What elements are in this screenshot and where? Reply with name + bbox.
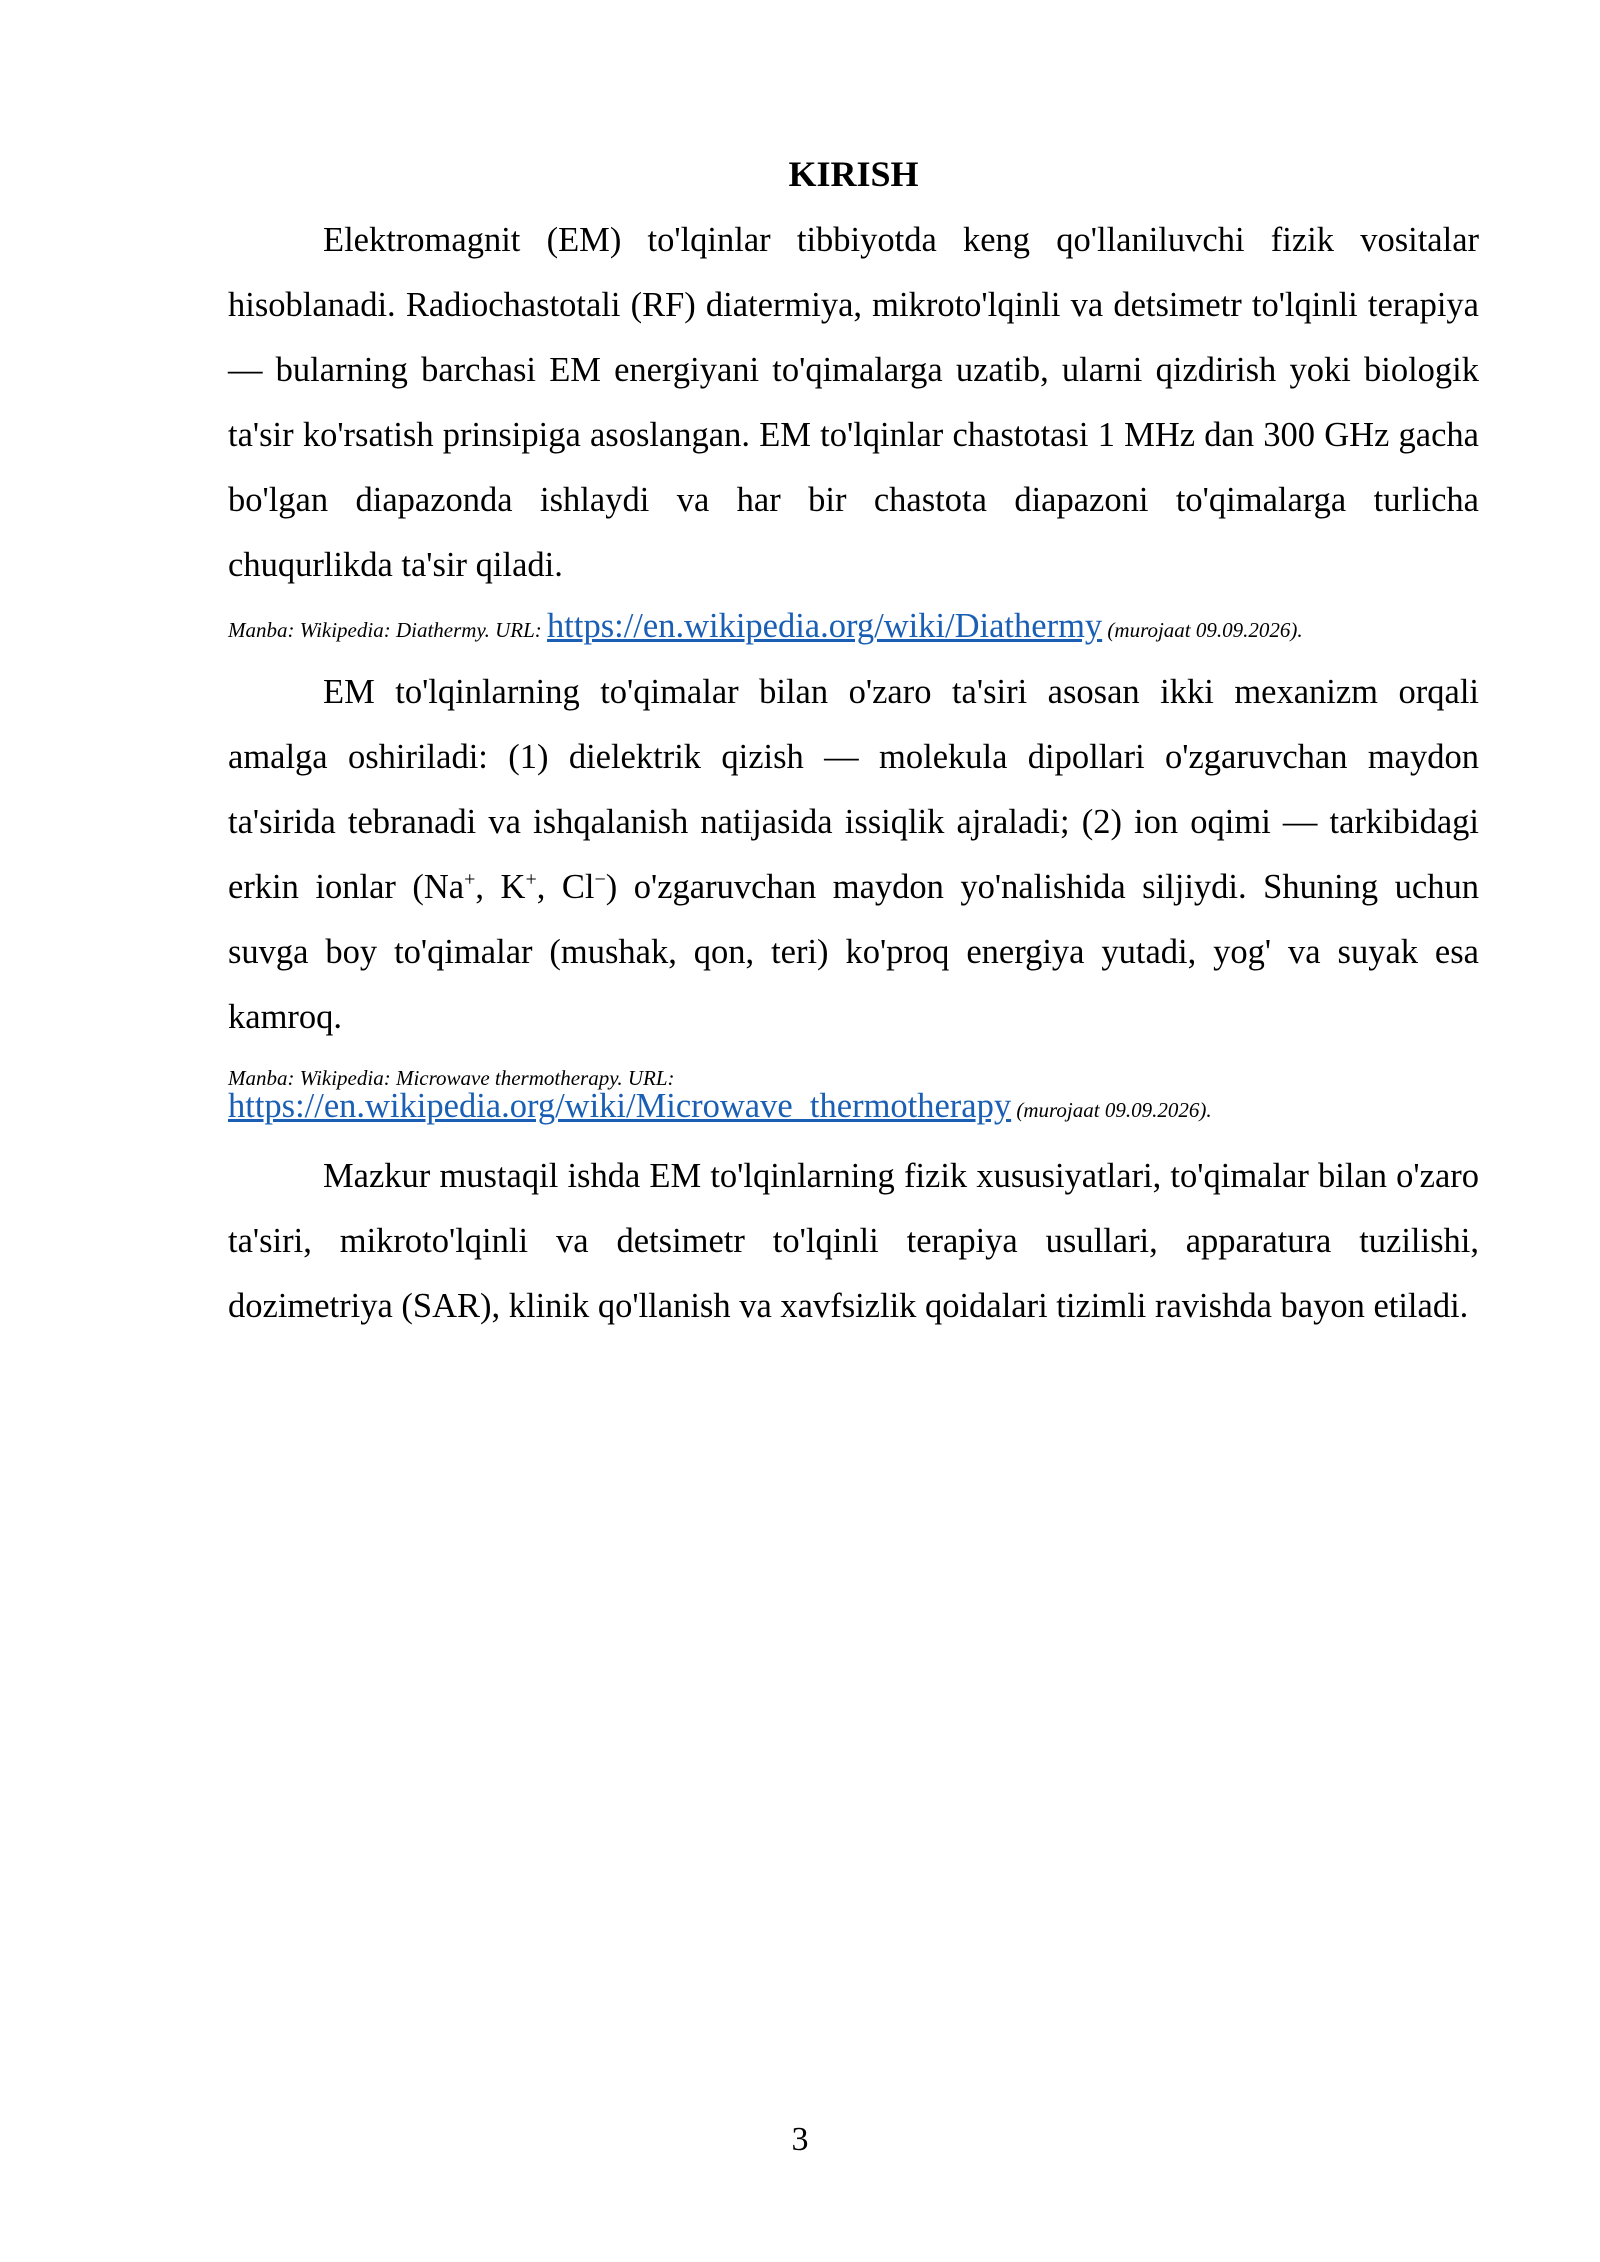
page-content [228, 146, 1479, 1339]
ion-chloride: Cl [561, 868, 595, 906]
ion-separator-2: , [536, 868, 562, 906]
ion-sodium-charge: + [464, 868, 476, 891]
ion-chloride-charge: − [594, 868, 606, 891]
source-2-link[interactable]: https://en.wikipedia.org/wiki/Microwave_thermotherapy [228, 1087, 1012, 1125]
paragraph-2-text-start: EM to'lqinlarning to'qimalar bilan o'zaro ta'siri asosan ikki mexanizm orqali amalga oshiriladi: (1) dielektrik qizish — molekula dipollari o'zgaruvchan maydon ta'sirida tebranadi va ishqalanish natijasida issiqlik ajraladi; (2) ion oqimi — tarkibidagi erkin ionlar ( [228, 673, 1479, 906]
ion-potassium: K [500, 868, 526, 906]
source-citation-1 [228, 607, 1479, 645]
page-number: 3 [791, 2121, 809, 2158]
source-citation-2 [228, 1064, 1479, 1124]
source-2-prefix: Manba: Wikipedia: Microwave thermotherapy. URL: [228, 1066, 675, 1090]
source-1-link[interactable]: https://en.wikipedia.org/wiki/Diathermy [547, 607, 1103, 645]
ion-separator-1: , [475, 868, 501, 906]
source-1-prefix: Manba: Wikipedia: Diathermy. URL: [228, 618, 548, 642]
source-1-suffix: (murojaat 09.09.2026). [1102, 618, 1303, 642]
paragraph-2-text-end: ) o'zgaruvchan maydon yo'nalishida siljiydi. Shuning uchun suvga boy to'qimalar (mushak, qon, teri) ko'proq energiya yutadi, yog' va suyak esa kamroq. [228, 868, 1479, 1036]
intro-paragraph-3: Mazkur mustaqil ishda EM to'lqinlarning fizik xususiyatlari, to'qimalar bilan o'zaro ta'siri, mikroto'lqinli va detsimetr to'lqinli terapiya usullari, apparatura tuzilishi, dozimetriya (SAR), klinik qo'llanish va xavfsizlik qoidalari tizimli ravishda bayon etiladi. [228, 1157, 1479, 1325]
source-2-suffix: (murojaat 09.09.2026). [1011, 1098, 1212, 1122]
ion-potassium-charge: + [525, 868, 537, 891]
intro-paragraph-1: Elektromagnit (EM) to'lqinlar tibbiyotda keng qo'llaniluvchi fizik vositalar hisoblanadi. Radiochastotali (RF) diatermiya, mikroto'lqinli va detsimetr to'lqinli terapiya — bularning barchasi EM energiyani to'qimalarga uzatib, ularni qizdirish yoki biologik ta'sir ko'rsatish prinsipiga asoslangan. EM to'lqinlar chastotasi 1 MHz dan 300 GHz gacha bo'lgan diapazonda ishlaydi va har bir chastota diapazoni to'qimalarga turlicha chuqurlikda ta'sir qiladi. [228, 221, 1479, 584]
source-2-link-line [228, 1087, 1479, 1125]
ion-sodium: Na [423, 868, 465, 906]
section-heading: KIRISH [788, 154, 919, 194]
intro-paragraph-2 [228, 660, 1479, 1050]
